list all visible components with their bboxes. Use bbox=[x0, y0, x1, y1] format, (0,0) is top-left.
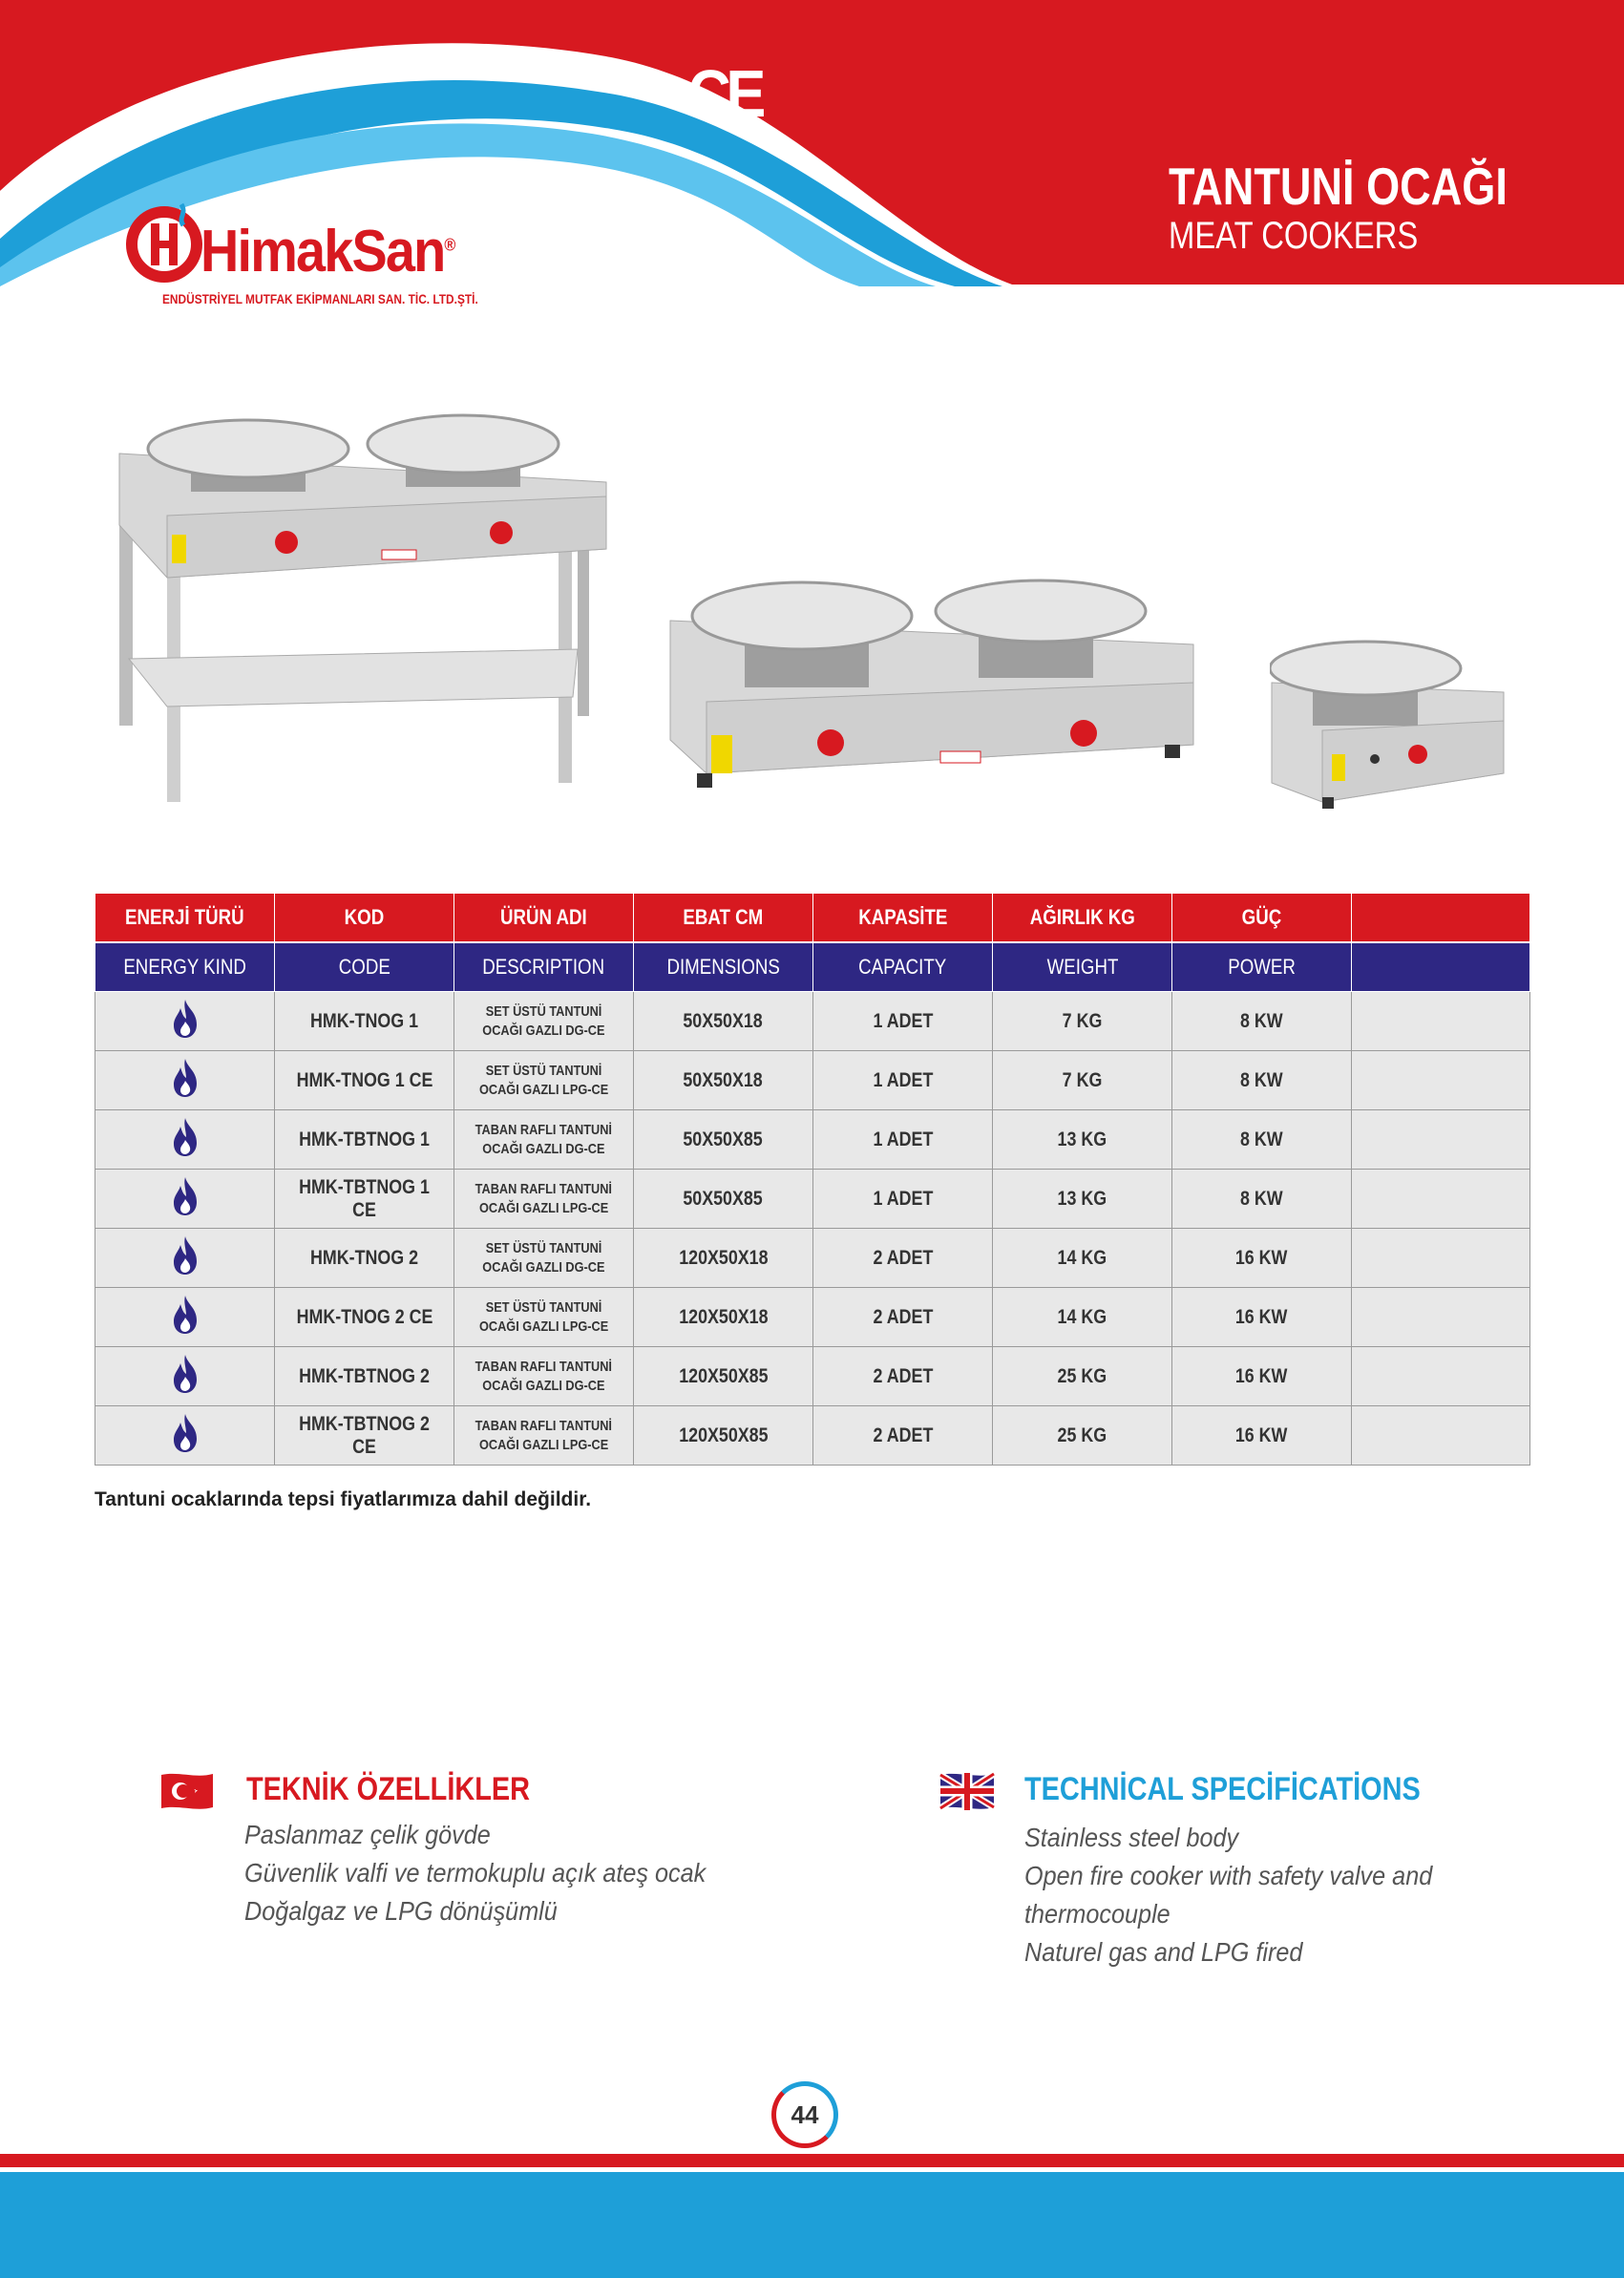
header-cell: WEIGHT bbox=[993, 942, 1172, 992]
registered-mark: ® bbox=[444, 235, 454, 255]
spec-item: thermocouple bbox=[1024, 1899, 1171, 1929]
spec-item: Doğalgaz ve LPG dönüşümlü bbox=[244, 1896, 558, 1926]
weight-cell: 14 KG bbox=[993, 1288, 1172, 1347]
energy-cell bbox=[95, 992, 275, 1051]
table-row bbox=[95, 1347, 1530, 1406]
gas-flame-icon bbox=[171, 1235, 200, 1276]
description-cell: TABAN RAFLI TANTUNİ OCAĞI GAZLI LPG-CE bbox=[454, 1170, 634, 1229]
code-cell: HMK-TNOG 2 bbox=[275, 1229, 454, 1288]
header-cell: ÜRÜN ADI bbox=[454, 894, 634, 943]
dimensions-cell: 120X50X18 bbox=[634, 1229, 813, 1288]
table-header-row-tr bbox=[95, 894, 1530, 943]
footer-blue-band bbox=[0, 2172, 1624, 2278]
table-row bbox=[95, 1051, 1530, 1110]
header-cell: ENERGY KIND bbox=[95, 942, 275, 992]
weight-cell: 14 KG bbox=[993, 1229, 1172, 1288]
header-cell: ENERJİ TÜRÜ bbox=[95, 894, 275, 943]
code-cell: HMK-TBTNOG 2 bbox=[275, 1347, 454, 1406]
header-cell: CAPACITY bbox=[813, 942, 993, 992]
table-note: Tantuni ocaklarında tepsi fiyatlarımıza dahil değildir. bbox=[95, 1488, 592, 1510]
capacity-cell: 2 ADET bbox=[813, 1406, 993, 1466]
code-cell: HMK-TNOG 2 CE bbox=[275, 1288, 454, 1347]
header-cell: KOD bbox=[275, 894, 454, 943]
power-cell: 8 KW bbox=[1172, 1110, 1352, 1170]
gas-flame-icon bbox=[171, 1058, 200, 1098]
energy-cell bbox=[95, 1229, 275, 1288]
table-row bbox=[95, 1406, 1530, 1466]
brand-logo-icon bbox=[124, 202, 204, 283]
description-cell: SET ÜSTÜ TANTUNİ OCAĞI GAZLI LPG-CE bbox=[454, 1288, 634, 1347]
header-cell: GÜÇ bbox=[1172, 894, 1352, 943]
dimensions-cell: 50X50X85 bbox=[634, 1110, 813, 1170]
code-cell: HMK-TNOG 1 bbox=[275, 992, 454, 1051]
description-cell: SET ÜSTÜ TANTUNİ OCAĞI GAZLI LPG-CE bbox=[454, 1051, 634, 1110]
uk-flag-icon bbox=[939, 1771, 996, 1811]
page-number: 44 bbox=[771, 2081, 838, 2148]
dimensions-cell: 120X50X85 bbox=[634, 1347, 813, 1406]
energy-cell bbox=[95, 1170, 275, 1229]
spec-item: Open fire cooker with safety valve and bbox=[1024, 1861, 1433, 1890]
dimensions-cell: 120X50X18 bbox=[634, 1288, 813, 1347]
page-subtitle: MEAT COOKERS bbox=[1169, 215, 1419, 257]
power-cell: 16 KW bbox=[1172, 1347, 1352, 1406]
table-row bbox=[95, 1229, 1530, 1288]
header-cell: DESCRIPTION bbox=[454, 942, 634, 992]
code-cell: HMK-TNOG 1 CE bbox=[275, 1051, 454, 1110]
energy-cell bbox=[95, 1347, 275, 1406]
tech-specs-list-en bbox=[1024, 1819, 1478, 1972]
spec-item: Güvenlik valfi ve termokuplu açık ateş ocak bbox=[244, 1858, 707, 1888]
header-cell: AĞIRLIK KG bbox=[993, 894, 1172, 943]
code-cell: HMK-TBTNOG 1 bbox=[275, 1110, 454, 1170]
code-cell: HMK-TBTNOG 2 CE bbox=[275, 1406, 454, 1466]
header-cell: POWER bbox=[1172, 942, 1352, 992]
weight-cell: 7 KG bbox=[993, 1051, 1172, 1110]
power-cell: 16 KW bbox=[1172, 1288, 1352, 1347]
capacity-cell: 2 ADET bbox=[813, 1229, 993, 1288]
power-cell: 8 KW bbox=[1172, 1170, 1352, 1229]
weight-cell: 13 KG bbox=[993, 1170, 1172, 1229]
dimensions-cell: 50X50X85 bbox=[634, 1170, 813, 1229]
energy-cell bbox=[95, 1406, 275, 1466]
power-cell: 8 KW bbox=[1172, 1051, 1352, 1110]
capacity-cell: 1 ADET bbox=[813, 1170, 993, 1229]
product-image-double-countertop bbox=[668, 578, 1198, 807]
gas-flame-icon bbox=[171, 999, 200, 1039]
empty-cell bbox=[1352, 1110, 1530, 1170]
power-cell: 16 KW bbox=[1172, 1406, 1352, 1466]
description-cell: TABAN RAFLI TANTUNİ OCAĞI GAZLI DG-CE bbox=[454, 1110, 634, 1170]
gas-flame-icon bbox=[171, 1117, 200, 1157]
table-row bbox=[95, 1170, 1530, 1229]
capacity-cell: 1 ADET bbox=[813, 1110, 993, 1170]
description-cell: SET ÜSTÜ TANTUNİ OCAĞI GAZLI DG-CE bbox=[454, 992, 634, 1051]
empty-cell bbox=[1352, 1051, 1530, 1110]
spec-item: Stainless steel body bbox=[1024, 1823, 1239, 1852]
code-cell: HMK-TBTNOG 1 CE bbox=[275, 1170, 454, 1229]
tech-specs-title-en: TECHNİCAL SPECİFİCATİONS bbox=[1024, 1771, 1421, 1807]
header-cell bbox=[1352, 894, 1530, 943]
empty-cell bbox=[1352, 1406, 1530, 1466]
empty-cell bbox=[1352, 1347, 1530, 1406]
header-cell: EBAT CM bbox=[634, 894, 813, 943]
dimensions-cell: 50X50X18 bbox=[634, 1051, 813, 1110]
description-cell: TABAN RAFLI TANTUNİ OCAĞI GAZLI LPG-CE bbox=[454, 1406, 634, 1466]
weight-cell: 7 KG bbox=[993, 992, 1172, 1051]
product-image-double-with-shelf bbox=[110, 411, 616, 812]
spec-item: Paslanmaz çelik gövde bbox=[244, 1820, 491, 1849]
dimensions-cell: 50X50X18 bbox=[634, 992, 813, 1051]
header-cell: DIMENSIONS bbox=[634, 942, 813, 992]
product-spec-table bbox=[95, 893, 1530, 1466]
tech-specs-title-tr: TEKNİK ÖZELLİKLER bbox=[246, 1771, 531, 1807]
page-title: TANTUNİ OCAĞI bbox=[1169, 157, 1508, 216]
spec-item: Naturel gas and LPG fired bbox=[1024, 1937, 1303, 1967]
energy-cell bbox=[95, 1110, 275, 1170]
gas-flame-icon bbox=[171, 1295, 200, 1335]
header-cell: KAPASİTE bbox=[813, 894, 993, 943]
brand-text: HimakSan bbox=[200, 219, 445, 285]
empty-cell bbox=[1352, 1170, 1530, 1229]
ce-mark: CE bbox=[687, 56, 761, 131]
header-cell bbox=[1352, 942, 1530, 992]
gas-flame-icon bbox=[171, 1413, 200, 1453]
table-row bbox=[95, 992, 1530, 1051]
power-cell: 16 KW bbox=[1172, 1229, 1352, 1288]
empty-cell bbox=[1352, 992, 1530, 1051]
table-row bbox=[95, 1110, 1530, 1170]
gas-flame-icon bbox=[171, 1176, 200, 1216]
capacity-cell: 1 ADET bbox=[813, 1051, 993, 1110]
table-row bbox=[95, 1288, 1530, 1347]
empty-cell bbox=[1352, 1288, 1530, 1347]
header-cell: CODE bbox=[275, 942, 454, 992]
weight-cell: 13 KG bbox=[993, 1110, 1172, 1170]
weight-cell: 25 KG bbox=[993, 1406, 1172, 1466]
capacity-cell: 1 ADET bbox=[813, 992, 993, 1051]
energy-cell bbox=[95, 1288, 275, 1347]
description-cell: SET ÜSTÜ TANTUNİ OCAĞI GAZLI DG-CE bbox=[454, 1229, 634, 1288]
weight-cell: 25 KG bbox=[993, 1347, 1172, 1406]
power-cell: 8 KW bbox=[1172, 992, 1352, 1051]
brand-name bbox=[200, 218, 454, 285]
table-header-row-en bbox=[95, 942, 1530, 992]
empty-cell bbox=[1352, 1229, 1530, 1288]
description-cell: TABAN RAFLI TANTUNİ OCAĞI GAZLI DG-CE bbox=[454, 1347, 634, 1406]
capacity-cell: 2 ADET bbox=[813, 1347, 993, 1406]
dimensions-cell: 120X50X85 bbox=[634, 1406, 813, 1466]
tech-specs-list-tr bbox=[244, 1816, 757, 1930]
turkey-flag-icon bbox=[159, 1771, 215, 1811]
footer-red-stripe bbox=[0, 2154, 1624, 2167]
capacity-cell: 2 ADET bbox=[813, 1288, 993, 1347]
energy-cell bbox=[95, 1051, 275, 1110]
product-image-single-countertop bbox=[1270, 640, 1508, 816]
gas-flame-icon bbox=[171, 1354, 200, 1394]
brand-subtitle: ENDÜSTRİYEL MUTFAK EKİPMANLARI SAN. TİC. LTD.ŞTİ. bbox=[162, 291, 478, 306]
